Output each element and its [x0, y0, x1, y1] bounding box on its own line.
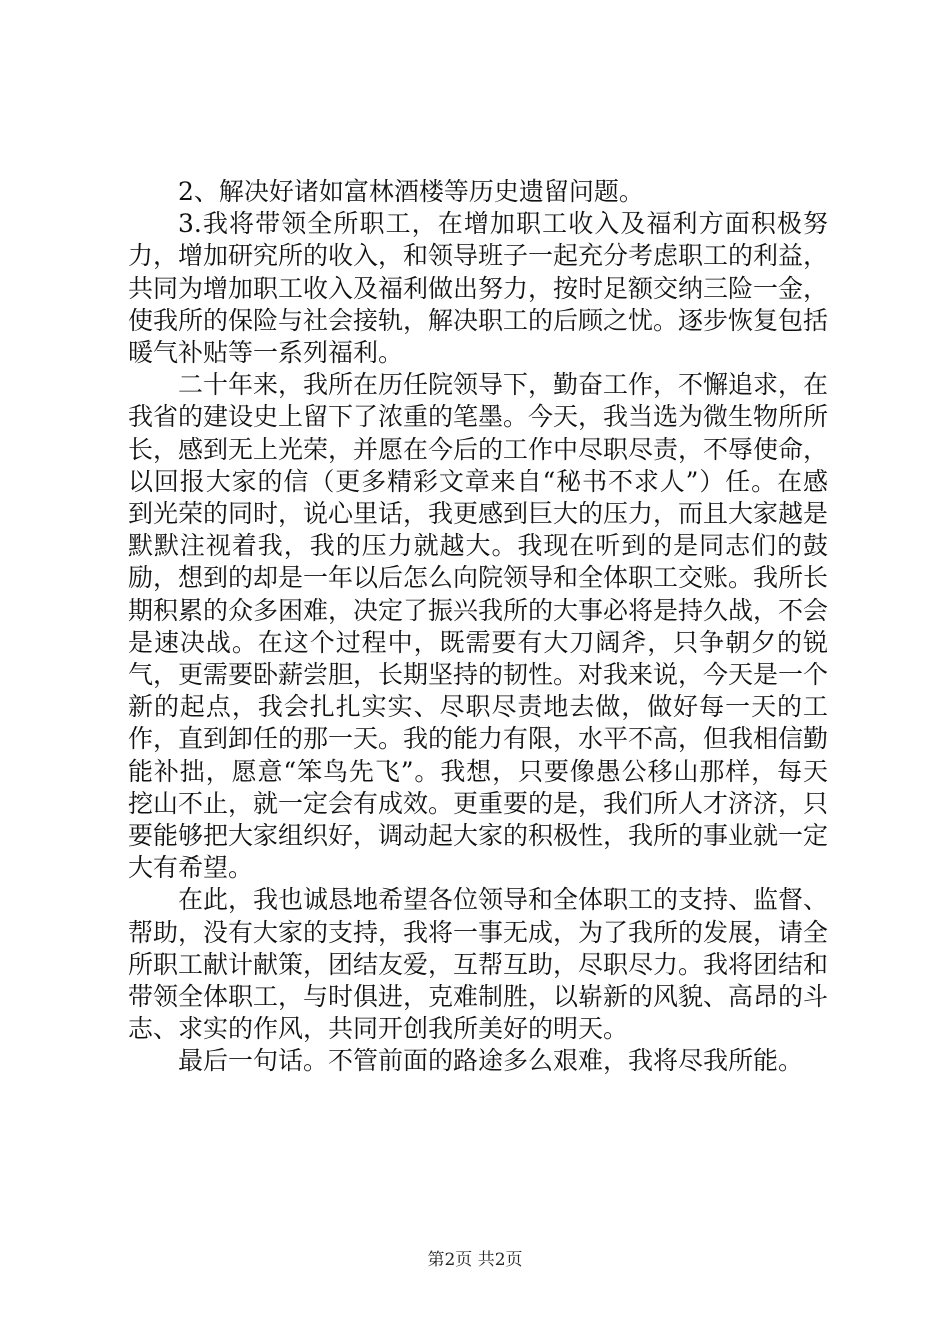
paragraph-2: 3.我将带领全所职工，在增加职工收入及福利方面积极努力，增加研究所的收入，和领导班子一起充分考虑职工的利益，共同为增加职工收入及福利做出努力，按时足额交纳三险一金，使我所的保险与社会接轨，解决职工的后顾之忧。逐步恢复包括暖气补贴等一系列福利。 — [128, 209, 829, 368]
paragraph-5: 最后一句话。不管前面的路途多么艰难，我将尽我所能。 — [178, 1046, 804, 1076]
paragraph-3: 二十年来，我所在历任院领导下，勤奋工作，不懈追求，在我省的建设史上留下了浓重的笔墨。今天，我当选为微生物所所长，感到无上光荣，并愿在今后的工作中尽职尽责，不辱使命，以回报大家的信（更多精彩文章来自“秘书不求人”）任。在感到光荣的同时，说心里话，我更感到巨大的压力，而且大家越是默默注视着我，我的压力就越大。我现在听到的是同志们的鼓励，想到的却是一年以后怎么向院领导和全体职工交账。我所长期积累的众多困难，决定了振兴我所的大事必将是持久战，不会是速决战。在这个过程中，既需要有大刀阔斧，只争朝夕的锐气，更需要卧薪尝胆，长期坚持的韧性。对我来说，今天是一个新的起点，我会扎扎实实、尽职尽责地去做，做好每一天的工作，直到卸任的那一天。我的能力有限，水平不高，但我相信勤能补拙，愿意“笨鸟先飞”。我想，只要像愚公移山那样，每天挖山不止，就一定会有成效。更重要的是，我们所人才济济，只要能够把大家组织好，调动起大家的积极性，我所的事业就一定大有希望。 — [128, 370, 829, 883]
document-body — [128, 176, 828, 1078]
paragraph-4: 在此，我也诚恳地希望各位领导和全体职工的支持、监督、帮助，没有大家的支持，我将一事无成，为了我所的发展，请全所职工献计献策，团结友爱，互帮互助，尽职尽力。我将团结和带领全体职工，与时俱进，克难制胜，以崭新的风貌、高昂的斗志、求实的作风，共同开创我所美好的明天。 — [128, 885, 829, 1044]
paragraph-1: 2、解决好诸如富林酒楼等历史遗留问题。 — [178, 177, 644, 206]
page-number-footer: 第2页 共2页 — [427, 1250, 523, 1270]
